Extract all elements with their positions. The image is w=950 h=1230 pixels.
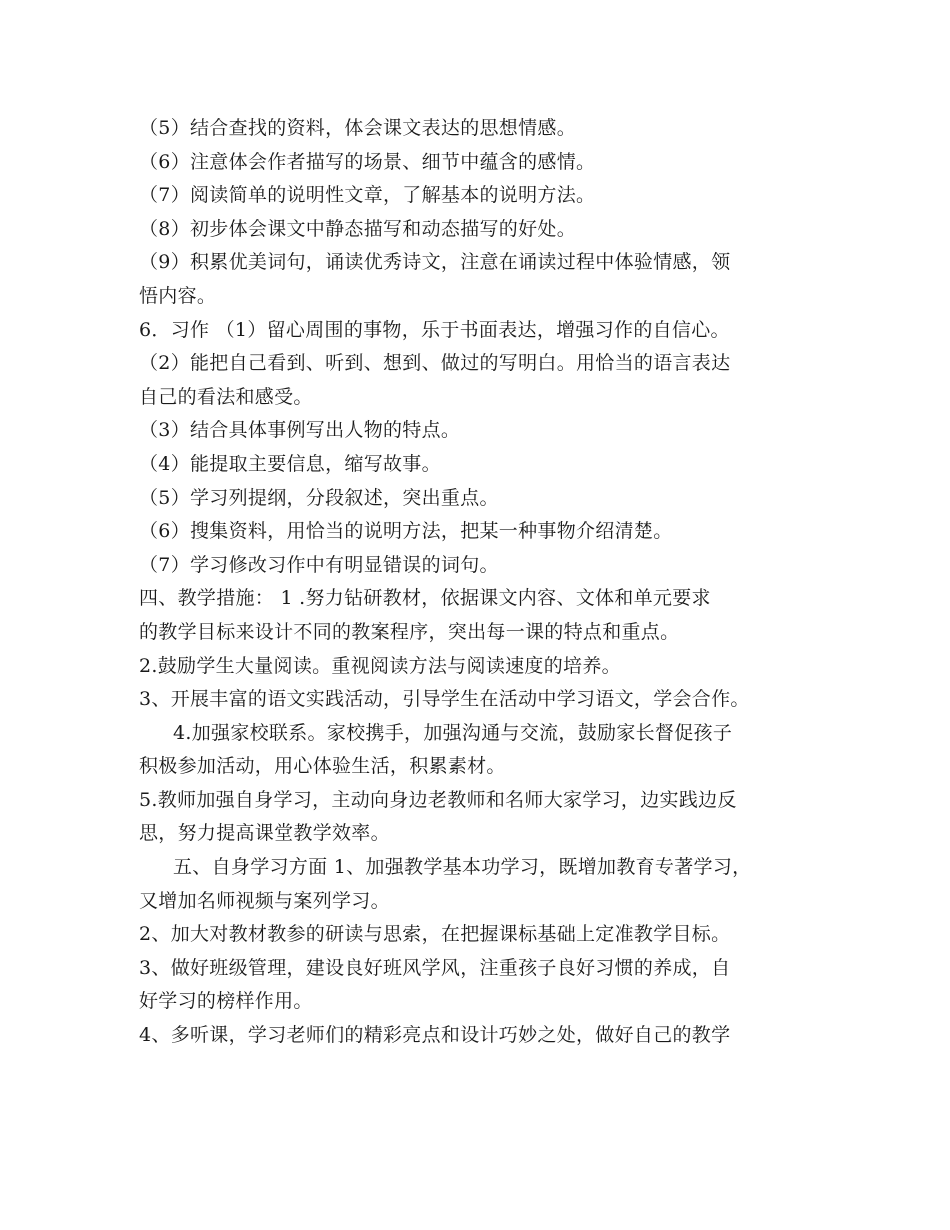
text-line: （5）结合查找的资料，体会课文表达的思想情感。 — [139, 117, 576, 139]
text-line: 悟内容。 — [139, 284, 217, 307]
text-line: 6．习作 （1）留心周围的事物，乐于书面表达，增强习作的自信心。 — [139, 318, 730, 341]
text-line: 2.鼓励学生大量阅读。重视阅读方法与阅读速度的培养。 — [139, 654, 621, 677]
text-line: 四、教学措施： 1 .努力钻研教材，依据课文内容、文体和单元要求 — [139, 587, 711, 610]
text-line: （2）能把自己看到、听到、想到、做过的写明白。用恰当的语言表达 — [139, 352, 731, 375]
text-line: （7）学习修改习作中有明显错误的词句。 — [139, 553, 499, 576]
text-line: 3、开展丰富的语文实践活动，引导学生在活动中学习语文，学会合作。 — [139, 688, 750, 711]
text-line: 4.加强家校联系。家校携手，加强沟通与交流，鼓励家长督促孩子 — [173, 721, 733, 744]
text-line: 五、自身学习方面 1、加强教学基本功学习，既增加教育专著学习， — [173, 856, 752, 879]
text-line: 自己的看法和感受。 — [139, 385, 313, 408]
text-line: （6）搜集资料，用恰当的说明方法，把某一种事物介绍清楚。 — [139, 520, 673, 543]
text-line: （8）初步体会课文中静态描写和动态描写的好处。 — [139, 217, 576, 240]
text-line: （4）能提取主要信息，缩写故事。 — [139, 452, 441, 475]
document-body — [139, 112, 839, 1053]
text-line: 5.教师加强自身学习，主动向身边老教师和名师大家学习，边实践边反 — [139, 788, 737, 811]
text-line: （9）积累优美词句，诵读优秀诗文，注意在诵读过程中体验情感，领 — [139, 251, 731, 274]
text-line: 思，努力提高课堂教学效率。 — [139, 822, 390, 845]
text-line: （6）注意体会作者描写的场景、细节中蕴含的感情。 — [139, 150, 596, 173]
text-line: 又增加名师视频与案列学习。 — [139, 889, 390, 912]
text-line: （7）阅读简单的说明性文章，了解基本的说明方法。 — [139, 184, 596, 207]
text-line: 3、做好班级管理，建设良好班风学风，注重孩子良好习惯的养成，自 — [139, 956, 731, 979]
text-line: （3）结合具体事例写出人物的特点。 — [139, 419, 461, 442]
text-line: 的教学目标来设计不同的教案程序，突出每一课的特点和重点。 — [139, 620, 680, 643]
text-line: 2、加大对教材教参的研读与思索，在把握课标基础上定准教学目标。 — [139, 923, 731, 946]
text-line: 好学习的榜样作用。 — [139, 990, 313, 1013]
text-line: （5）学习列提纲，分段叙述，突出重点。 — [139, 486, 499, 509]
text-line: 4、多听课，学习老师们的精彩亮点和设计巧妙之处，做好自己的教学 — [139, 1024, 731, 1047]
text-line: 积极参加活动，用心体验生活，积累素材。 — [139, 755, 506, 778]
